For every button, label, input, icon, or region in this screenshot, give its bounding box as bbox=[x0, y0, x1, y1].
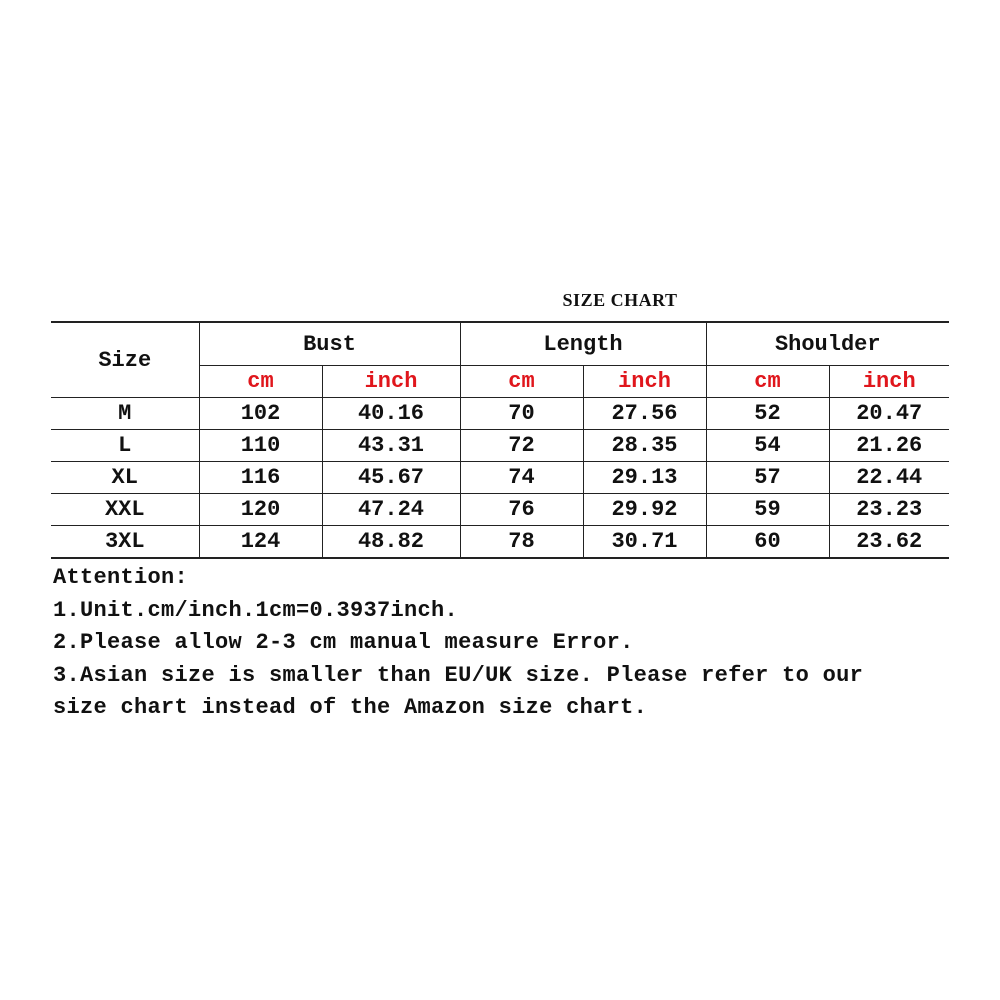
value-cell: 30.71 bbox=[583, 526, 706, 559]
attention-notes bbox=[53, 562, 953, 725]
note-line: 2.Please allow 2-3 cm manual measure Error. bbox=[53, 630, 634, 655]
table-row bbox=[51, 494, 949, 526]
value-cell: 48.82 bbox=[322, 526, 460, 559]
unit-header: cm bbox=[460, 366, 583, 398]
value-cell: 52 bbox=[706, 398, 829, 430]
notes-heading: Attention: bbox=[53, 565, 189, 590]
chart-title: SIZE CHART bbox=[562, 290, 678, 310]
table-row bbox=[51, 526, 949, 559]
value-cell: 23.23 bbox=[829, 494, 949, 526]
size-cell: XXL bbox=[51, 494, 199, 526]
value-cell: 78 bbox=[460, 526, 583, 559]
table-row bbox=[51, 398, 949, 430]
table-row bbox=[51, 462, 949, 494]
size-cell: XL bbox=[51, 462, 199, 494]
table-row bbox=[51, 430, 949, 462]
value-cell: 110 bbox=[199, 430, 322, 462]
value-cell: 70 bbox=[460, 398, 583, 430]
unit-header: inch bbox=[829, 366, 949, 398]
unit-header: inch bbox=[322, 366, 460, 398]
value-cell: 29.13 bbox=[583, 462, 706, 494]
shoulder-header: Shoulder bbox=[706, 322, 949, 366]
value-cell: 124 bbox=[199, 526, 322, 559]
note-line: 1.Unit.cm/inch.1cm=0.3937inch. bbox=[53, 597, 459, 623]
value-cell: 54 bbox=[706, 430, 829, 462]
value-cell: 27.56 bbox=[583, 398, 706, 430]
size-table bbox=[51, 321, 949, 559]
value-cell: 45.67 bbox=[322, 462, 460, 494]
unit-header: cm bbox=[706, 366, 829, 398]
group-header-row bbox=[51, 322, 949, 366]
value-cell: 23.62 bbox=[829, 526, 949, 559]
value-cell: 59 bbox=[706, 494, 829, 526]
size-cell: 3XL bbox=[51, 526, 199, 559]
value-cell: 21.26 bbox=[829, 430, 949, 462]
value-cell: 120 bbox=[199, 494, 322, 526]
length-header: Length bbox=[460, 322, 706, 366]
note-line: size chart instead of the Amazon size chart. bbox=[53, 695, 648, 720]
value-cell: 57 bbox=[706, 462, 829, 494]
note-line: 3.Asian size is smaller than EU/UK size. Please refer to our bbox=[53, 662, 864, 688]
value-cell: 29.92 bbox=[583, 494, 706, 526]
value-cell: 22.44 bbox=[829, 462, 949, 494]
value-cell: 40.16 bbox=[322, 398, 460, 430]
value-cell: 47.24 bbox=[322, 494, 460, 526]
bust-header: Bust bbox=[199, 322, 460, 366]
value-cell: 76 bbox=[460, 494, 583, 526]
value-cell: 72 bbox=[460, 430, 583, 462]
value-cell: 43.31 bbox=[322, 430, 460, 462]
size-column-header: Size bbox=[51, 322, 199, 398]
unit-header: inch bbox=[583, 366, 706, 398]
value-cell: 102 bbox=[199, 398, 322, 430]
value-cell: 60 bbox=[706, 526, 829, 559]
value-cell: 20.47 bbox=[829, 398, 949, 430]
unit-header: cm bbox=[199, 366, 322, 398]
value-cell: 74 bbox=[460, 462, 583, 494]
size-cell: M bbox=[51, 398, 199, 430]
size-cell: L bbox=[51, 430, 199, 462]
value-cell: 116 bbox=[199, 462, 322, 494]
value-cell: 28.35 bbox=[583, 430, 706, 462]
